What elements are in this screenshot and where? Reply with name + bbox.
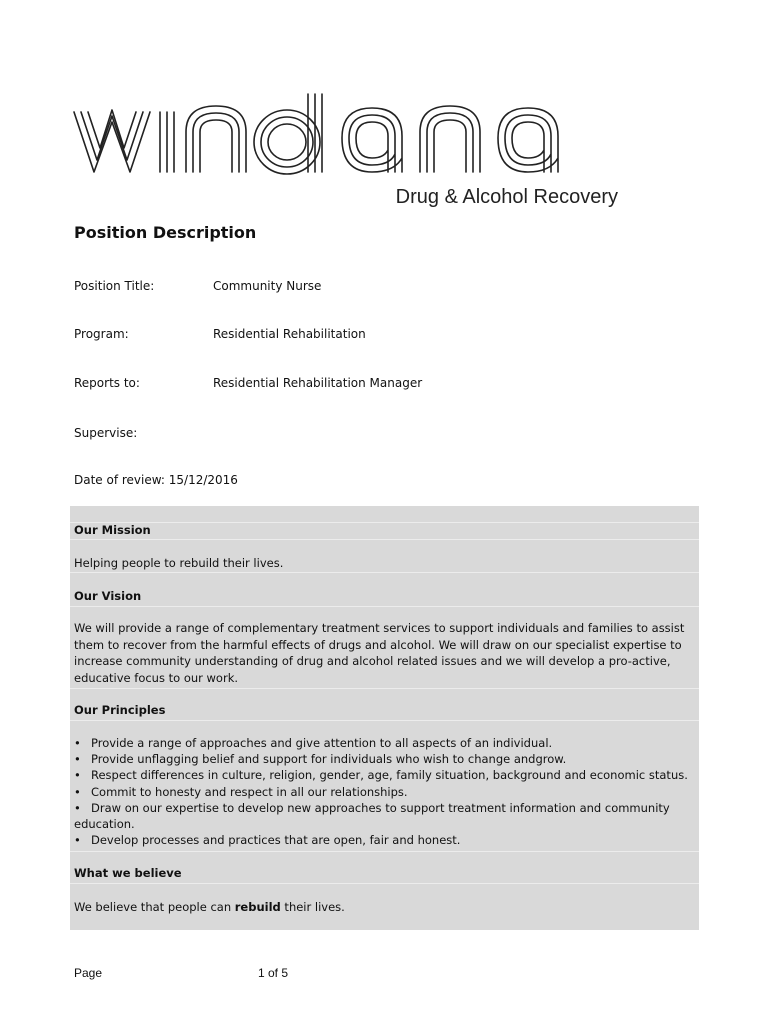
- mission-heading: Our Mission: [74, 523, 151, 537]
- windana-wordmark-graphic: [72, 92, 622, 182]
- bullet-icon: •: [74, 752, 81, 767]
- bullet-icon: •: [74, 800, 81, 815]
- divider: [70, 688, 699, 689]
- bullet-icon: •: [74, 736, 81, 750]
- bullet-icon: •: [74, 784, 81, 799]
- bullet-icon: •: [74, 768, 81, 783]
- field-label: Reports to:: [74, 376, 140, 390]
- divider: [70, 522, 699, 523]
- footer-page-label: Page: [74, 966, 103, 980]
- bullet-icon: •: [74, 833, 81, 848]
- principles-heading: Our Principles: [74, 703, 166, 717]
- principles-list: [74, 735, 694, 848]
- believe-text: We believe that people can rebuild their lives.: [74, 900, 345, 914]
- document-title: Position Description: [74, 223, 257, 242]
- divider: [70, 851, 699, 852]
- field-value: Residential Rehabilitation: [213, 327, 366, 341]
- mission-text: Helping people to rebuild their lives.: [74, 556, 284, 570]
- field-label: Program:: [74, 327, 129, 341]
- believe-heading: What we believe: [74, 866, 182, 880]
- organisation-statement-box: [70, 506, 699, 930]
- vision-text: We will provide a range of complementary treatment services to support individuals and families to assist them to recover from the harmful effects of drugs and alcohol. We will draw on our specialist expertise to increase community understanding of drug and alcohol related issues and we will develop a pro-active, educative focus to our work.: [74, 621, 685, 685]
- field-label: Supervise:: [74, 426, 138, 440]
- vision-heading: Our Vision: [74, 589, 142, 603]
- divider: [70, 606, 699, 607]
- field-value: Residential Rehabilitation Manager: [213, 376, 423, 390]
- footer-page-count: 1 of 5: [258, 966, 289, 980]
- windana-logo: [72, 92, 622, 212]
- list-item: • Provide a range of approaches and give attention to all aspects of an individual.: [74, 736, 553, 750]
- list-item: • Commit to honesty and respect in all our relationships.: [74, 784, 408, 799]
- divider: [70, 883, 699, 884]
- list-item: • Draw on our expertise to develop new approaches to support treatment information and community education.: [74, 800, 670, 832]
- divider: [70, 572, 699, 573]
- list-item: • Respect differences in culture, religion, gender, age, family situation, background and economic status.: [74, 768, 688, 783]
- emphasis-rebuild: rebuild: [234, 900, 281, 914]
- list-item: • Provide unflagging belief and support for individuals who wish to change andgrow.: [74, 752, 567, 767]
- divider: [70, 720, 699, 721]
- divider: [70, 539, 699, 540]
- field-value: Community Nurse: [213, 279, 322, 293]
- logo-tagline: Drug & Alcohol Recovery: [395, 186, 618, 208]
- list-item: • Develop processes and practices that are open, fair and honest.: [74, 833, 461, 848]
- field-label: Position Title:: [74, 279, 155, 293]
- date-of-review: Date of review: 15/12/2016: [74, 473, 238, 487]
